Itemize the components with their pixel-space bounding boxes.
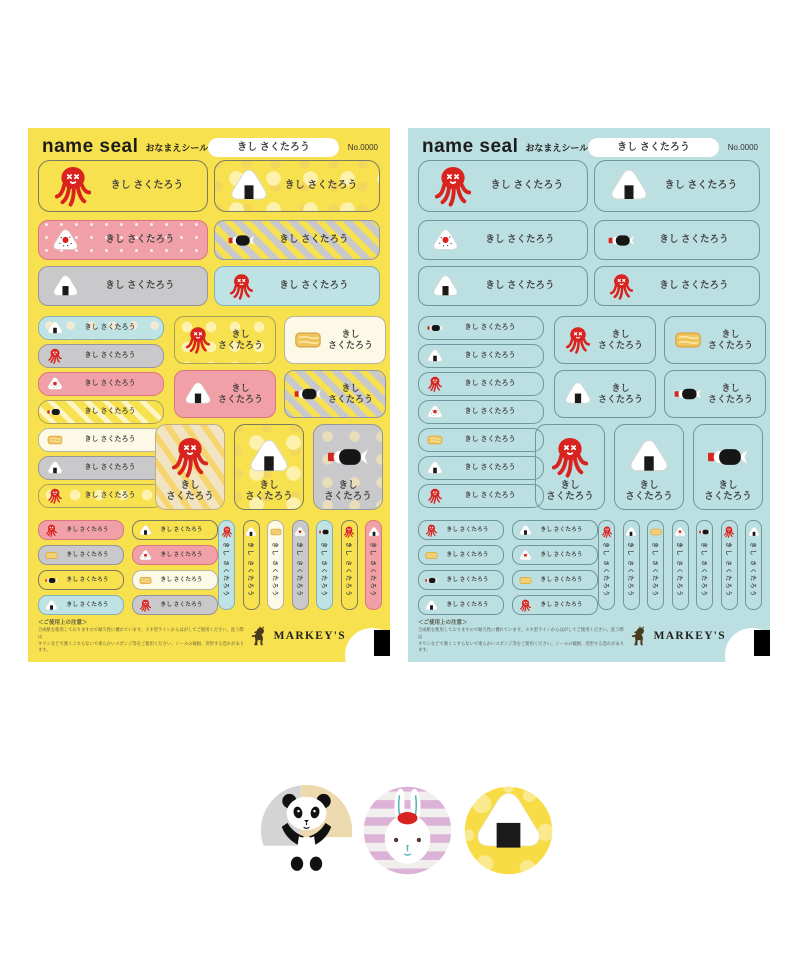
seal-name: きし さくたろう bbox=[84, 491, 136, 499]
horse-icon bbox=[248, 625, 270, 647]
onigiri-icon bbox=[52, 273, 79, 300]
seal-sticker-soysauce bbox=[38, 400, 164, 424]
onigiri-ume-icon bbox=[674, 526, 686, 538]
seal-name: きし さくたろう bbox=[707, 329, 753, 350]
onigiri-icon bbox=[45, 599, 58, 612]
black-tab bbox=[754, 630, 770, 656]
seal-name: きし さくたろう bbox=[485, 234, 555, 246]
seal-sticker-onigiri-ume bbox=[418, 220, 588, 260]
seal-sticker-octopus bbox=[418, 520, 504, 540]
seal-name: きし さくたろう bbox=[464, 463, 516, 471]
usage-notice bbox=[418, 618, 628, 654]
octopus-icon bbox=[45, 524, 58, 537]
seal-sticker-tamagoyaki bbox=[418, 545, 504, 565]
onigiri-ume-icon bbox=[427, 404, 443, 420]
onigiri-icon bbox=[47, 320, 63, 336]
seal-sticker-onigiri-ume bbox=[132, 545, 218, 565]
onigiri-ume-icon bbox=[52, 227, 79, 254]
seal-sticker-octopus bbox=[535, 424, 605, 510]
seal-sticker-onigiri bbox=[623, 520, 640, 610]
octopus-icon bbox=[221, 526, 233, 538]
usage-notice bbox=[38, 618, 248, 654]
seal-name: きし さくたろう bbox=[105, 234, 175, 246]
onigiri-sticker-icon bbox=[461, 783, 556, 878]
seal-name: きし さくたろう bbox=[84, 407, 136, 415]
octopus-icon bbox=[47, 348, 63, 364]
seal-sticker-octopus bbox=[512, 595, 598, 615]
seal-sticker-octopus bbox=[594, 266, 760, 306]
seal-name: きし さくたろう bbox=[602, 542, 608, 598]
onigiri-icon bbox=[229, 165, 269, 207]
seal-sticker-onigiri bbox=[38, 316, 164, 340]
seal-sticker-soysauce bbox=[214, 220, 380, 260]
seal-name: きし さくたろう bbox=[166, 479, 214, 502]
seal-name: きし さくたろう bbox=[66, 526, 109, 533]
markeys-brand-name: MARKEY'S bbox=[273, 630, 346, 643]
octopus-icon bbox=[425, 524, 438, 537]
seal-sheet-yellow bbox=[28, 128, 390, 662]
seal-name: きし さくたろう bbox=[625, 479, 673, 502]
sticker-grid bbox=[408, 128, 770, 662]
seal-name: きし さくたろう bbox=[217, 383, 263, 404]
seal-name: きし さくたろう bbox=[446, 526, 489, 533]
octopus-icon bbox=[184, 326, 212, 354]
seal-sticker-octopus bbox=[38, 484, 164, 508]
seal-name: きし さくたろう bbox=[284, 180, 358, 192]
seal-name: きし さくたろう bbox=[464, 435, 516, 443]
seal-name: きし さくたろう bbox=[84, 323, 136, 331]
seal-sticker-octopus bbox=[721, 520, 738, 610]
tamagoyaki-icon bbox=[270, 526, 282, 538]
seal-sticker-onigiri bbox=[174, 370, 276, 418]
seal-name: きし さくたろう bbox=[84, 435, 136, 443]
header-subtitle: おなまえシール bbox=[145, 142, 209, 153]
seal-name: きし さくたろう bbox=[245, 479, 293, 502]
onigiri-ume-icon bbox=[432, 227, 459, 254]
sheet-footer bbox=[38, 618, 360, 654]
octopus-icon bbox=[427, 488, 443, 504]
notice-line-2: タワシなどで強くこすらないで柔らかいスポンジ等をご使用ください。シールの破損、変形する恐れがあります。 bbox=[418, 640, 625, 653]
soysauce-icon bbox=[45, 574, 58, 587]
seal-sticker-tamagoyaki bbox=[267, 520, 284, 610]
notice-title: ＜ご使用上の注意＞ bbox=[418, 620, 468, 627]
seal-name: きし さくたろう bbox=[279, 234, 349, 246]
seal-name: きし さくたろう bbox=[160, 601, 203, 608]
seal-name: きし さくたろう bbox=[295, 542, 302, 598]
onigiri-icon bbox=[184, 380, 212, 408]
octopus-icon bbox=[53, 165, 93, 207]
seal-name: きし さくたろう bbox=[490, 180, 564, 192]
onigiri-icon bbox=[139, 524, 152, 537]
sheet-footer bbox=[418, 618, 740, 654]
seal-name: きし さくたろう bbox=[724, 542, 731, 598]
onigiri-icon bbox=[425, 599, 438, 612]
octopus-icon bbox=[519, 599, 532, 612]
seal-sticker-tamagoyaki bbox=[664, 316, 766, 364]
soysauce-icon bbox=[47, 404, 63, 420]
seal-name: きし さくたろう bbox=[446, 551, 489, 558]
onigiri-icon bbox=[432, 273, 459, 300]
horse-icon bbox=[628, 625, 650, 647]
seal-name: きし さくたろう bbox=[749, 542, 755, 598]
seal-name: きし さくたろう bbox=[279, 280, 349, 292]
seal-sticker-onigiri bbox=[418, 344, 544, 368]
octopus-icon bbox=[427, 376, 443, 392]
seal-name: きし さくたろう bbox=[66, 551, 109, 558]
octopus-icon bbox=[433, 165, 473, 207]
seal-name: きし さくたろう bbox=[246, 542, 253, 598]
onigiri-icon bbox=[564, 380, 592, 408]
seal-sticker-onigiri bbox=[418, 266, 588, 306]
seal-sheet-blue bbox=[408, 128, 770, 662]
sheet-number: No.0000 bbox=[727, 142, 758, 152]
seal-name: きし さくたろう bbox=[446, 576, 489, 583]
seal-sticker-tamagoyaki bbox=[38, 428, 164, 452]
seal-sticker-soysauce bbox=[418, 316, 544, 340]
seal-name: きし さくたろう bbox=[110, 180, 184, 192]
seal-sticker-onigiri-ume bbox=[672, 520, 689, 610]
seal-name: きし さくたろう bbox=[160, 526, 203, 533]
seal-name: きし さくたろう bbox=[464, 491, 516, 499]
seal-name: きし さくたろう bbox=[327, 329, 373, 350]
seal-sticker-octopus bbox=[418, 160, 588, 212]
octopus-icon bbox=[47, 488, 63, 504]
onigiri-icon bbox=[609, 165, 649, 207]
soysauce-icon bbox=[327, 436, 369, 478]
onigiri-icon bbox=[47, 460, 63, 476]
soysauce-icon bbox=[228, 227, 255, 254]
seal-name: きし さくたろう bbox=[66, 601, 109, 608]
seal-name: きし さくたろう bbox=[700, 542, 706, 598]
name-pill: きし さくたろう bbox=[208, 138, 339, 157]
soysauce-icon bbox=[425, 574, 438, 587]
tamagoyaki-icon bbox=[425, 549, 438, 562]
seal-sticker-tamagoyaki bbox=[132, 570, 218, 590]
sticker-grid bbox=[28, 128, 390, 662]
markeys-logo bbox=[248, 625, 346, 647]
notice-title: ＜ご使用上の注意＞ bbox=[38, 620, 88, 627]
soysauce-icon bbox=[427, 320, 443, 336]
notice-line-1: 合成紙を使用しておりますので耐久性に優れています。ヌキ型ラインからはがしてご使用ください。洗う際は bbox=[418, 627, 624, 640]
seal-sticker-onigiri-ume bbox=[38, 372, 164, 396]
onigiri-icon bbox=[628, 436, 670, 478]
seal-sticker-onigiri bbox=[243, 520, 260, 610]
seal-name: きし さくたろう bbox=[485, 280, 555, 292]
sample-round-stickers bbox=[259, 783, 556, 878]
seal-name: きし さくたろう bbox=[464, 407, 516, 415]
seal-sticker-octopus bbox=[418, 484, 544, 508]
sheet-number: No.0000 bbox=[347, 142, 378, 152]
onigiri-icon bbox=[368, 526, 380, 538]
seal-sticker-soysauce bbox=[313, 424, 383, 510]
seal-sticker-onigiri bbox=[38, 595, 124, 615]
onigiri-icon bbox=[748, 526, 760, 538]
seal-name: きし さくたろう bbox=[464, 323, 516, 331]
tamagoyaki-icon bbox=[294, 326, 322, 354]
tamagoyaki-icon bbox=[650, 526, 662, 538]
seal-sticker-octopus bbox=[174, 316, 276, 364]
seal-sticker-octopus bbox=[38, 344, 164, 368]
onigiri-icon bbox=[427, 348, 443, 364]
tamagoyaki-icon bbox=[427, 432, 443, 448]
seal-sticker-octopus bbox=[218, 520, 235, 610]
onigiri-icon bbox=[248, 436, 290, 478]
brand-logo: name seal bbox=[42, 136, 139, 157]
seal-name: きし さくたろう bbox=[597, 383, 643, 404]
seal-sticker-onigiri bbox=[214, 160, 380, 212]
seal-name: きし さくたろう bbox=[597, 329, 643, 350]
seal-sticker-onigiri-ume bbox=[292, 520, 309, 610]
seal-sticker-octopus bbox=[155, 424, 225, 510]
onigiri-icon bbox=[519, 524, 532, 537]
seal-name: きし さくたろう bbox=[464, 379, 516, 387]
octopus-icon bbox=[601, 526, 613, 538]
onigiri-ume-icon bbox=[139, 549, 152, 562]
seal-sticker-soysauce bbox=[316, 520, 333, 610]
seal-sticker-tamagoyaki bbox=[418, 428, 544, 452]
seal-sticker-onigiri-ume bbox=[418, 400, 544, 424]
onigiri-icon bbox=[427, 460, 443, 476]
seal-name: きし さくたろう bbox=[222, 542, 228, 598]
seal-name: きし さくたろう bbox=[84, 463, 136, 471]
seal-sticker-octopus bbox=[214, 266, 380, 306]
notice-line-2: タワシなどで強くこすらないで柔らかいスポンジ等をご使用ください。シールの破損、変形する恐れがあります。 bbox=[38, 640, 245, 653]
seal-name: きし さくたろう bbox=[271, 542, 277, 598]
seal-sticker-octopus bbox=[132, 595, 218, 615]
seal-name: きし さくたろう bbox=[659, 234, 729, 246]
seal-name: きし さくたろう bbox=[369, 542, 375, 598]
seal-name: きし さくたろう bbox=[320, 542, 326, 598]
panda-sticker-icon bbox=[259, 783, 354, 878]
soysauce-icon bbox=[319, 526, 331, 538]
onigiri-ume-icon bbox=[294, 526, 306, 538]
seal-sticker-soysauce bbox=[594, 220, 760, 260]
seal-name: きし さくたろう bbox=[66, 576, 109, 583]
soysauce-icon bbox=[707, 436, 749, 478]
octopus-icon bbox=[169, 436, 211, 478]
octopus-icon bbox=[139, 599, 152, 612]
tamagoyaki-icon bbox=[45, 549, 58, 562]
header-subtitle: おなまえシール bbox=[525, 142, 589, 153]
octopus-icon bbox=[608, 273, 635, 300]
seal-sticker-soysauce bbox=[418, 570, 504, 590]
seal-name: きし さくたろう bbox=[446, 601, 489, 608]
notice-line-1: 合成紙を使用しておりますので耐久性に優れています。ヌキ型ラインからはがしてご使用ください。洗う際は bbox=[38, 627, 244, 640]
soysauce-icon bbox=[699, 526, 711, 538]
seal-sticker-octopus bbox=[341, 520, 358, 610]
seal-name: きし さくたろう bbox=[217, 329, 263, 350]
seal-sticker-onigiri bbox=[614, 424, 684, 510]
seal-sticker-octopus bbox=[38, 520, 124, 540]
seal-name: きし さくたろう bbox=[675, 542, 682, 598]
seal-sticker-onigiri bbox=[234, 424, 304, 510]
octopus-icon bbox=[723, 526, 735, 538]
black-tab bbox=[374, 630, 390, 656]
seal-sticker-onigiri bbox=[745, 520, 762, 610]
seal-sticker-tamagoyaki bbox=[647, 520, 664, 610]
seal-name: きし さくたろう bbox=[540, 601, 583, 608]
seal-sticker-onigiri bbox=[38, 456, 164, 480]
seal-sticker-onigiri bbox=[418, 456, 544, 480]
seal-name: きし さくたろう bbox=[664, 180, 738, 192]
seal-name: きし さくたろう bbox=[540, 526, 583, 533]
seal-name: きし さくたろう bbox=[105, 280, 175, 292]
seal-sticker-onigiri-ume bbox=[38, 220, 208, 260]
seal-sticker-octopus bbox=[598, 520, 615, 610]
seal-sticker-onigiri bbox=[365, 520, 382, 610]
seal-name: きし さくたろう bbox=[626, 542, 633, 598]
brand-logo: name seal bbox=[422, 136, 519, 157]
seal-sticker-onigiri bbox=[418, 595, 504, 615]
tamagoyaki-icon bbox=[674, 326, 702, 354]
seal-sticker-onigiri bbox=[512, 520, 598, 540]
seal-name: きし さくたろう bbox=[324, 479, 372, 502]
seal-name: きし さくたろう bbox=[704, 479, 752, 502]
seal-name: きし さくたろう bbox=[344, 542, 351, 598]
seal-name: きし さくたろう bbox=[659, 280, 729, 292]
seal-sticker-onigiri bbox=[594, 160, 760, 212]
seal-sticker-soysauce bbox=[696, 520, 713, 610]
seal-name: きし さくたろう bbox=[540, 576, 583, 583]
seal-sticker-onigiri bbox=[132, 520, 218, 540]
tamagoyaki-icon bbox=[139, 574, 152, 587]
soysauce-icon bbox=[674, 380, 702, 408]
tamagoyaki-icon bbox=[47, 432, 63, 448]
tamagoyaki-icon bbox=[519, 574, 532, 587]
seal-sticker-soysauce bbox=[284, 370, 386, 418]
seal-name: きし さくたろう bbox=[84, 351, 136, 359]
onigiri-ume-icon bbox=[47, 376, 63, 392]
seal-sticker-onigiri bbox=[554, 370, 656, 418]
seal-sticker-soysauce bbox=[664, 370, 766, 418]
seal-name: きし さくたろう bbox=[327, 383, 373, 404]
seal-sticker-soysauce bbox=[38, 570, 124, 590]
seal-sticker-onigiri bbox=[38, 266, 208, 306]
seal-sticker-tamagoyaki bbox=[38, 545, 124, 565]
seal-sticker-tamagoyaki bbox=[512, 570, 598, 590]
seal-sticker-octopus bbox=[554, 316, 656, 364]
octopus-icon bbox=[228, 273, 255, 300]
rabbit-sticker-icon bbox=[360, 783, 455, 878]
octopus-icon bbox=[549, 436, 591, 478]
seal-name: きし さくたろう bbox=[160, 576, 203, 583]
seal-sticker-tamagoyaki bbox=[284, 316, 386, 364]
soysauce-icon bbox=[608, 227, 635, 254]
seal-sticker-octopus bbox=[418, 372, 544, 396]
onigiri-icon bbox=[625, 526, 637, 538]
soysauce-icon bbox=[294, 380, 322, 408]
seal-name: きし さくたろう bbox=[540, 551, 583, 558]
seal-name: きし さくたろう bbox=[464, 351, 516, 359]
seal-sticker-onigiri-ume bbox=[512, 545, 598, 565]
onigiri-icon bbox=[245, 526, 257, 538]
markeys-logo bbox=[628, 625, 726, 647]
seal-name: きし さくたろう bbox=[707, 383, 753, 404]
octopus-icon bbox=[343, 526, 355, 538]
seal-name: きし さくたろう bbox=[160, 551, 203, 558]
markeys-brand-name: MARKEY'S bbox=[653, 630, 726, 643]
seal-name: きし さくたろう bbox=[546, 479, 594, 502]
seal-name: きし さくたろう bbox=[84, 379, 136, 387]
seal-sticker-soysauce bbox=[693, 424, 763, 510]
octopus-icon bbox=[564, 326, 592, 354]
seal-sticker-octopus bbox=[38, 160, 208, 212]
onigiri-ume-icon bbox=[519, 549, 532, 562]
seal-name: きし さくたろう bbox=[651, 542, 657, 598]
name-pill: きし さくたろう bbox=[588, 138, 719, 157]
